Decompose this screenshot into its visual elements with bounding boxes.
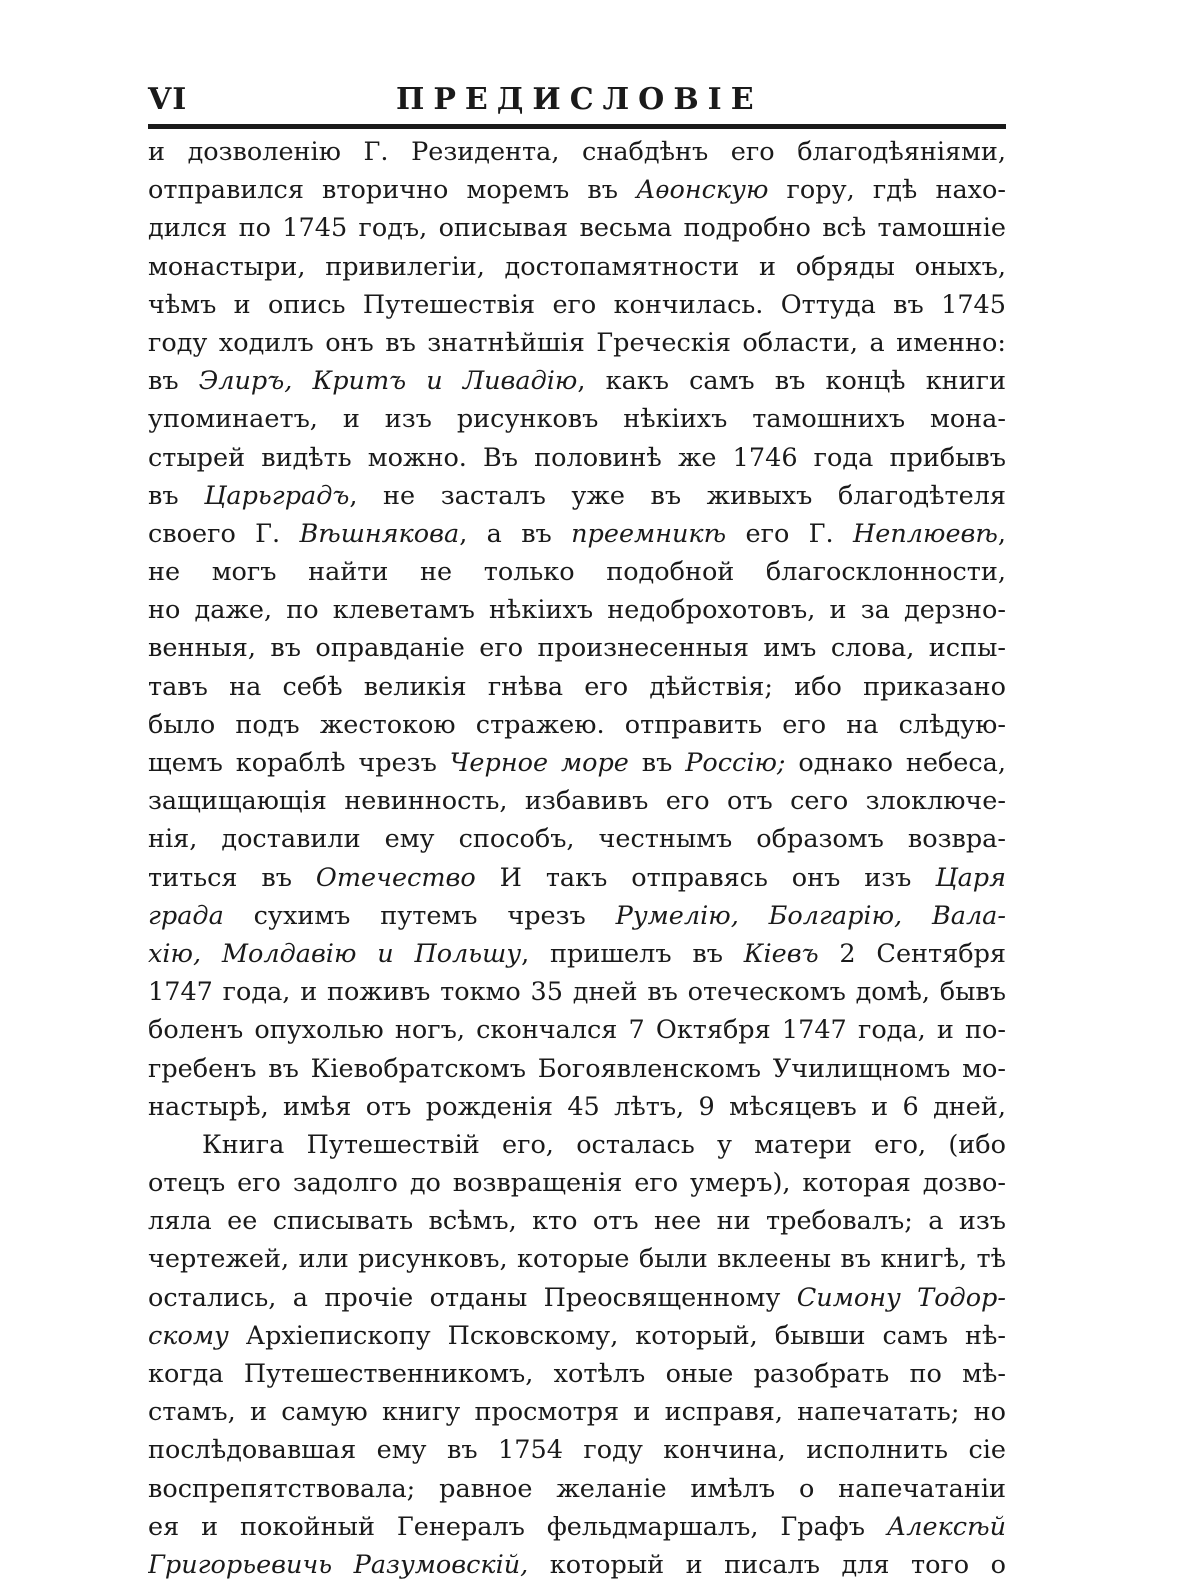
italic-run: Григорьевичь Разумовскій, <box>148 1549 529 1580</box>
text-line: въ Царьградъ, не засталъ уже въ живыхъ благодѣтеля <box>148 480 1006 511</box>
text-line: воспрепятствовала; равное желаніе имѣлъ о напечатаніи <box>148 1473 1006 1504</box>
running-title: ПРЕДИСЛОВІЕ <box>396 82 763 117</box>
text-line: когда Путешественникомъ, хотѣлъ оные разобрать по мѣ- <box>148 1359 1006 1389</box>
text-line: скому Архіепископу Псковскому, который, бывши самъ нѣ- <box>148 1320 1006 1351</box>
paragraph-2 <box>148 1126 1006 1584</box>
text-line: настырѣ, имѣя отъ рожденія 45 лѣтъ, 9 мѣсяцевъ и 6 дней, <box>148 1091 1006 1122</box>
text-line: послѣдовавшая ему въ 1754 году кончина, исполнить сіе <box>148 1435 1006 1466</box>
text-line: монастыри, привилегіи, достопамятности и обряды оныхъ, <box>148 251 1006 282</box>
text-line: своего Г. Вѣшнякова, а въ преемникѣ его Г. Неплюевѣ, <box>148 518 1006 549</box>
text-line: Книга Путешествій его, осталась у матери его, (ибо <box>202 1129 1006 1160</box>
italic-run: Алексѣй <box>886 1511 1006 1542</box>
text-line: града сухимъ путемъ чрезъ Румелію, Болгарію, Вала- <box>148 900 1006 931</box>
text-line: Григорьевичь Разумовскій, который и писалъ для того о <box>148 1549 1006 1580</box>
text-line: упоминаетъ, и изъ рисунковъ нѣкіихъ тамошнихъ мона- <box>148 404 1006 435</box>
italic-run: Россію; <box>685 748 786 778</box>
text-line: тавъ на себѣ великія гнѣва его дѣйствія; ибо приказано <box>148 671 1006 702</box>
italic-run: града <box>148 900 224 931</box>
text-line: отецъ его задолго до возвращенія его умеръ), которая дозво- <box>148 1168 1006 1199</box>
italic-run: Румелію, Болгарію, Вала- <box>615 900 1006 931</box>
text-line: не могъ найти не только подобной благосклонности, <box>148 557 1006 588</box>
text-line: и дозволенію Г. Резидента, снабдѣнъ его благодѣяніями, <box>148 137 1006 167</box>
italic-run: Кіевъ <box>743 938 819 969</box>
book-page <box>148 78 1006 1584</box>
text-line: ея и покойный Генералъ фельдмаршалъ, Графъ Алексѣй <box>148 1511 1006 1542</box>
italic-run: Симону Тодор- <box>796 1282 1006 1313</box>
italic-run: скому <box>148 1320 229 1351</box>
text-line: щемъ кораблѣ чрезъ Черное море въ Россію; однако небеса, <box>148 748 1006 778</box>
text-line: чѣмъ и опись Путешествія его кончилась. Оттуда въ 1745 <box>148 289 1006 320</box>
italic-run: Царьградъ <box>204 480 350 511</box>
text-line: титься въ Отечество И такъ отправясь онъ изъ Царя <box>148 862 1006 893</box>
text-line: хію, Молдавію и Польшу, пришелъ въ Кіевъ 2 Сентября <box>148 938 1006 969</box>
text-line: было подъ жестокою стражею. отправить его на слѣдую- <box>148 709 1006 740</box>
text-line: дился по 1745 годъ, описывая весьма подробно всѣ тамошніе <box>148 213 1006 244</box>
text-line: стамъ, и самую книгу просмотря и исправя, напечатать; но <box>148 1397 1006 1428</box>
paragraph-1 <box>148 133 1006 1126</box>
text-line: остались, а прочіе отданы Преосвященному Симону Тодор- <box>148 1282 1006 1313</box>
text-line: 1747 года, и поживъ токмо 35 дней въ отеческомъ домѣ, бывъ <box>148 977 1006 1008</box>
text-line: въ Элиръ, Критъ и Ливадію, какъ самъ въ концѣ книги <box>148 366 1006 397</box>
text-line: защищающія невинность, избавивъ его отъ сего злоключе- <box>148 786 1006 817</box>
text-line: венныя, въ оправданіе его произнесенныя имъ слова, испы- <box>148 633 1006 664</box>
text-line: но даже, по клеветамъ нѣкіихъ недоброхотовъ, и за дерзно- <box>148 595 1006 626</box>
italic-run: Неплюевѣ <box>853 518 998 549</box>
text-line: году ходилъ онъ въ знатнѣйшія Греческія области, а именно: <box>148 327 1006 358</box>
text-line: отправился вторично моремъ въ Аѳонскую гору, гдѣ нахо- <box>148 175 1006 206</box>
text-line: чертежей, или рисунковъ, которые были вклеены въ книгѣ, тѣ <box>148 1244 1006 1275</box>
text-line: боленъ опухолью ногъ, скончался 7 Октября 1747 года, и по- <box>148 1015 1006 1046</box>
italic-run: Вѣшнякова <box>299 518 460 549</box>
italic-run: Черное море <box>449 748 629 778</box>
text-line: гребенъ въ Кіевобратскомъ Богоявленскомъ Училищномъ мо- <box>148 1053 1006 1084</box>
page-number: VI <box>148 82 188 117</box>
italic-run: хію, Молдавію и Польшу <box>148 938 522 969</box>
text-line: ляла ее списывать всѣмъ, кто отъ нее ни требовалъ; а изъ <box>148 1206 1006 1237</box>
italic-run: Отечество <box>315 862 476 893</box>
italic-run: преемникѣ <box>571 518 727 549</box>
italic-run: Царя <box>935 862 1006 893</box>
text-line: нія, доставили ему способъ, честнымъ образомъ возвра- <box>148 824 1006 855</box>
text-line: стырей видѣть можно. Въ половинѣ же 1746 года прибывъ <box>148 442 1006 473</box>
italic-run: Элиръ, Критъ и Ливадію <box>198 366 578 397</box>
italic-run: Аѳонскую <box>636 175 769 206</box>
body-text <box>148 133 1006 1584</box>
running-head <box>148 78 1006 122</box>
header-rule <box>148 124 1006 129</box>
